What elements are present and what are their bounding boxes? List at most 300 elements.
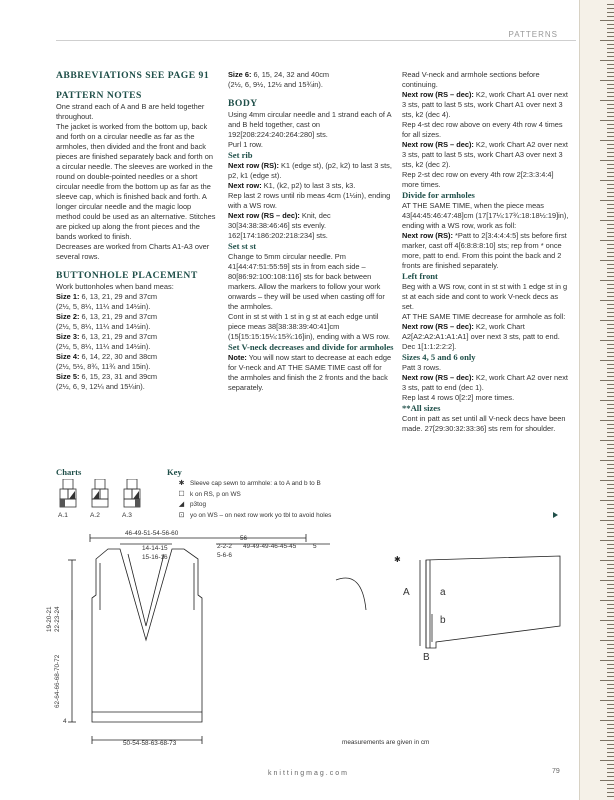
ruler-tick [607,316,614,317]
ruler-tick [600,780,614,781]
instruction: Note: You will now start to decrease at each edge for V-neck and AT THE SAME TIME cast off for the armholes and finish the 2 fronts and the back separately. [228,353,392,392]
instruction: Next row (RS – dec): Knit, dec 30[34:38:38:46:46] sts evenly. 162[174:186:202:218:234] sts. [228,211,331,240]
ruler-tick [607,552,614,553]
ruler-tick [607,148,614,149]
ruler-tick [607,336,614,337]
ruler-tick [607,28,614,29]
ruler-tick [607,648,614,649]
ruler-tick [607,212,614,213]
stst-heading: Set st st [228,241,257,251]
ruler-tick [607,676,614,677]
instruction: Next row (RS): *Patt to 2[3:4:4:4:5] sts before first marker, cast off 4[6:8:8:8:10] sts; rep from * once more, patt to end. From this point the back and 2 fronts are finished separately. [402,231,567,270]
ruler-strip [579,0,614,800]
ruler-tick [607,728,614,729]
ruler-tick [600,160,614,161]
chart-a1 [60,479,76,507]
setrib-heading: Set rib [228,150,253,160]
ruler-tick [607,684,614,685]
ruler-tick [607,568,614,569]
ruler-tick [607,472,614,473]
ruler-tick [607,332,614,333]
ruler-tick [607,596,614,597]
ruler-tick [600,500,614,501]
ruler-tick [607,8,614,9]
ruler-tick [607,296,614,297]
section-label: PATTERNS [508,30,558,39]
ruler-tick [607,744,614,745]
ruler-tick [607,356,614,357]
armhole-line [100,563,194,610]
ruler-tick [600,760,614,761]
chart-a3 [124,479,140,507]
continue-arrow-icon [553,512,558,518]
ruler-tick [607,424,614,425]
ruler-tick [600,240,614,241]
key-text: yo on WS – on next row work yo tbl to avoid holes [190,511,332,519]
ruler-tick [607,392,614,393]
ruler-tick [600,740,614,741]
ruler-tick [607,36,614,37]
ruler-tick [607,48,614,49]
ruler-tick [607,488,614,489]
instruction: Change to 5mm circular needle. Pm 41[44:47:51:55:59] sts in from each side – 80[86:92:100:108:116] sts for back between markers. Allow the markers to follow your work onwards – they will be used when casting off for the armholes. [228,252,385,311]
dim-body-length: 62-64-66-68-70-72 [54,654,61,708]
ruler-tick [607,548,614,549]
ruler-tick [600,520,614,521]
ruler-tick [607,44,614,45]
ruler-tick [607,492,614,493]
column-1 [56,70,216,392]
ruler-tick [607,276,614,277]
ruler-tick [607,616,614,617]
ruler-tick [607,204,614,205]
instruction: AT THE SAME TIME decrease for armhole as foll: [402,312,566,321]
ruler-tick [600,40,614,41]
ruler-tick [600,480,614,481]
ruler-tick [607,724,614,725]
all-sizes-heading: **All sizes [402,403,441,413]
ruler-tick [600,280,614,281]
key-label: Key [167,467,182,477]
instruction: Rep last 2 rows until rib meas 4cm (1½in), ending with a WS row. [228,191,391,210]
schematic-diagram [0,530,580,765]
ruler-tick [607,436,614,437]
ruler-tick [607,532,614,533]
ruler-tick [607,592,614,593]
ruler-tick [607,12,614,13]
ruler-tick [607,224,614,225]
key-list [176,479,331,521]
instruction: Next row (RS – dec): K2, work Chart A2 over next 3 sts, patt to end (dec 1). [402,373,568,392]
key-item [176,479,331,490]
ruler-tick [607,748,614,749]
ruler-tick [607,756,614,757]
ruler-tick [607,704,614,705]
ruler-tick [607,696,614,697]
ruler-tick [607,168,614,169]
dim-56: 56 [240,535,248,542]
label-b: b [440,615,446,626]
dim-armhole-depth-2: 22-23-24 [54,606,61,632]
ruler-tick [607,272,614,273]
size-line: Size 4: 6, 14, 22, 30 and 38cm [56,352,158,361]
ruler-tick [607,192,614,193]
body-outline [92,549,202,722]
ruler-tick [607,144,614,145]
size-sub: (2½, 5, 8¼, 11¼ and 14½in). [56,322,151,331]
ruler-tick [607,476,614,477]
instruction: Beg with a WS row, cont in st st with 1 edge st in g st at each side and cont to work V-neck decs as set. [402,282,568,311]
ruler-tick [600,300,614,301]
ruler-tick [600,200,614,201]
size-sub: (2½, 5, 8¼, 11¼ and 14½in). [56,342,151,351]
ruler-tick [607,256,614,257]
ruler-tick [607,172,614,173]
ruler-tick [607,448,614,449]
ruler-tick [607,348,614,349]
ruler-tick [607,796,614,797]
ruler-tick [607,652,614,653]
abbreviations-heading: ABBREVIATIONS SEE PAGE 91 [56,70,210,81]
ruler-tick [607,56,614,57]
sleeve-cap-arc [336,578,366,610]
ruler-tick [600,560,614,561]
key-text: k on RS, p on WS [190,490,241,498]
ruler-tick [607,688,614,689]
notes-paragraph: Decreases are worked from Charts A1-A3 over several rows. [56,242,210,261]
key-symbol-icon: ⊡ [178,511,185,519]
ruler-tick [607,528,614,529]
page-number: 79 [552,768,560,775]
instruction: Rep 2-st dec row on every 4th row 2[2:3:3:4:4] more times. [402,170,554,189]
ruler-tick [607,452,614,453]
ruler-tick [607,304,614,305]
ruler-tick [607,524,614,525]
instruction: Rep last 4 rows 0[2:2] more times. [402,393,515,402]
ruler-tick [607,52,614,53]
ruler-tick [607,308,614,309]
body-heading: BODY [228,98,258,109]
ruler-tick [607,136,614,137]
ruler-tick [607,496,614,497]
ruler-tick [600,60,614,61]
ruler-tick [607,632,614,633]
svg-text:✱: ✱ [394,555,401,564]
notes-paragraph: The jacket is worked from the bottom up, back and forth on a circular needle as far as the armholes, then divided and the front and back pieces are finished separately back and forth on a circular needle. The sleeves are worked in the round on double-pointed needles or a short circular needle from the bottom up as far as the sleeve cap, which is finished back and forth. A longer circular needle and the magic loop method could be used as an alternative. Stitches are picked up along the front pieces and the bands worked to finish. [56,122,216,241]
ruler-tick [607,792,614,793]
ruler-tick [600,260,614,261]
key-item [176,511,331,522]
ruler-tick [607,156,614,157]
dim-neck-2: 15-16-16 [142,554,168,561]
ruler-tick [607,584,614,585]
buttonhole-intro: Work buttonholes when band meas: [56,282,174,291]
ruler-tick [607,236,614,237]
instruction: Rep 4-st dec row above on every 4th row 4 times for all sizes. [402,120,563,139]
dim-sleeve-length: 49-49-49-46-45-45 [243,543,297,550]
dim-cuff: 2-2-2 [217,543,232,550]
ruler-tick [607,196,614,197]
chart-name-a1: A.1 [58,512,68,519]
column-2 [228,70,394,393]
ruler-tick [607,124,614,125]
ruler-tick [607,24,614,25]
vneck-heading: Set V-neck decreases and divide for armholes [228,342,394,352]
ruler-tick [600,80,614,81]
notes-paragraph: One strand each of A and B are held together throughout. [56,102,205,121]
ruler-tick [600,340,614,341]
instruction: AT THE SAME TIME, when the piece meas 43[44:45:46:47:48]cm (17[17¼:17¾:18:18½:19]in), ending with a WS row, work as foll: [402,201,569,230]
size-sub: (2½, 6, 9½, 12½ and 15¾in). [228,80,323,89]
ruler-tick [607,516,614,517]
ruler-tick [607,768,614,769]
instruction: Next row: K1, (k2, p2) to last 3 sts, k3. [228,181,356,190]
ruler-tick [607,188,614,189]
body-paragraph: Using 4mm circular needle and 1 strand each of A and B held together, cast on 192[208:224:240:264:280] sts. [228,110,392,139]
ruler-tick [607,96,614,97]
header-rule [56,40,576,41]
ruler-tick [600,720,614,721]
ruler-tick [607,536,614,537]
size-sub: (2½, 6, 9, 12¼ and 15¼in). [56,382,145,391]
ruler-tick [607,612,614,613]
ruler-tick [607,672,614,673]
ruler-tick [607,264,614,265]
ruler-tick [600,700,614,701]
ruler-tick [607,352,614,353]
ruler-tick [607,284,614,285]
ruler-tick [607,92,614,93]
ruler-tick [607,656,614,657]
ruler-tick [607,328,614,329]
ruler-tick [607,184,614,185]
ruler-tick [607,408,614,409]
ruler-tick [607,388,614,389]
ruler-tick [607,64,614,65]
ruler-tick [607,736,614,737]
ruler-tick [607,624,614,625]
instruction: Next row (RS – dec): K2, work Chart A1 over next 3 sts, patt to last 5 sts, work Chart A1 over next 3 sts, k2 (dec 4). [402,90,568,119]
ruler-tick [600,580,614,581]
ruler-tick [607,636,614,637]
instruction: Next row (RS – dec): K2, work Chart A2[A2:A2:A1:A1:A1] over next 3 sts, patt to end. Dec 1[1:1:2:2:2]. [402,322,560,351]
ruler-tick [600,320,614,321]
ruler-tick [607,244,614,245]
ruler-tick [607,116,614,117]
ruler-tick [607,68,614,69]
ruler-tick [607,364,614,365]
ruler-tick [607,372,614,373]
ruler-tick [607,76,614,77]
instruction: Cont in patt as set until all V-neck decs have been made. 27[29:30:32:33:36] sts rem for shoulder. [402,414,566,433]
ruler-tick [600,120,614,121]
ruler-tick [600,220,614,221]
dim-5: 5 [313,543,317,550]
dim-rib: 4 [63,718,67,725]
ruler-tick [607,32,614,33]
size-key: Size 6: [228,70,252,79]
key-text: Sleeve cap sewn to armhole: a to A and b to B [190,480,321,487]
key-symbol-icon: ◢ [178,501,185,508]
ruler-tick [607,484,614,485]
ruler-tick [607,416,614,417]
ruler-tick [607,664,614,665]
label-a: a [440,587,446,598]
ruler-tick [600,460,614,461]
ruler-tick [600,420,614,421]
ruler-tick [607,644,614,645]
size-line: Size 1: 6, 13, 21, 29 and 37cm [56,292,158,301]
ruler-tick [607,432,614,433]
ruler-tick [607,112,614,113]
chart-a2 [92,479,108,507]
dim-cap: 5-6-6 [217,552,232,559]
ruler-tick [600,20,614,21]
ruler-tick [607,164,614,165]
chart-name-a3: A.3 [122,512,132,519]
size-line [228,70,394,80]
ruler-tick [607,72,614,73]
ruler-tick [607,104,614,105]
size-line: Size 5: 6, 15, 23, 31 and 39cm [56,372,158,381]
ruler-tick [607,216,614,217]
ruler-tick [600,100,614,101]
ruler-tick [607,764,614,765]
ruler-tick [607,368,614,369]
ruler-tick [600,180,614,181]
ruler-tick [607,708,614,709]
key-item [176,500,331,511]
ruler-tick [607,16,614,17]
ruler-tick [607,628,614,629]
charts-label: Charts [56,467,82,477]
instruction: Cont in st st with 1 st in g st at each edge until piece meas 38[38:38:39:40:41]cm (15[15:15:15¼:15¾:16]in), ending with a WS row. [228,312,390,341]
ruler-tick [607,132,614,133]
ruler-tick [607,508,614,509]
buttonhole-heading: BUTTONHOLE PLACEMENT [56,270,198,281]
ruler-tick [607,464,614,465]
ruler-tick [607,128,614,129]
instruction: Patt 3 rows. [402,363,442,372]
ruler-tick [600,540,614,541]
ruler-tick [607,396,614,397]
pattern-notes-heading: PATTERN NOTES [56,90,142,101]
key-symbol-icon: ✱ [178,480,185,487]
instruction: Next row (RS): K1 (edge st), (p2, k2) to last 3 sts, p2, k1 (edge st). [228,161,392,180]
ruler-tick [607,776,614,777]
ruler-tick [607,716,614,717]
left-front-heading: Left front [402,271,438,281]
dim-neck: 14-14-15 [142,545,168,552]
ruler-tick [607,504,614,505]
dim-bottom-width: 50-54-58-63-68-73 [123,740,177,747]
ruler-tick [607,668,614,669]
ruler-tick [607,88,614,89]
ruler-tick [607,312,614,313]
ruler-tick [607,176,614,177]
ruler-tick [607,232,614,233]
ruler-tick [600,660,614,661]
purl-line: Purl 1 row. [228,140,263,149]
ruler-tick [607,404,614,405]
size-value: 6, 15, 24, 32 and 40cm [251,70,330,79]
ruler-tick [607,512,614,513]
ruler-tick [600,360,614,361]
ruler-tick [607,228,614,229]
ruler-tick [607,444,614,445]
ruler-tick [607,208,614,209]
ruler-tick [607,456,614,457]
ruler-tick [607,4,614,5]
ruler-tick [607,604,614,605]
ruler-tick [607,772,614,773]
size-sub: (2½, 5, 8¼, 11¼ and 14½in). [56,302,151,311]
ruler-tick [607,576,614,577]
ruler-tick [607,468,614,469]
ruler-tick [607,588,614,589]
ruler-tick [607,324,614,325]
ruler-tick [607,248,614,249]
ruler-tick [607,544,614,545]
chart-grids [56,479,146,511]
ruler-tick [607,692,614,693]
size-sub: (2½, 5½, 8¾, 11¾ and 15in). [56,362,151,371]
ruler-tick [600,600,614,601]
key-text: p3tog [190,501,206,508]
ruler-tick [600,140,614,141]
ruler-tick [607,784,614,785]
ruler-tick [607,384,614,385]
ruler-tick [607,376,614,377]
ruler-tick [607,564,614,565]
sizes-456-heading: Sizes 4, 5 and 6 only [402,352,476,362]
ruler-tick [600,380,614,381]
ruler-tick [607,268,614,269]
ruler-tick [607,252,614,253]
label-A: A [403,587,410,598]
label-B: B [423,652,430,663]
ruler-tick [607,556,614,557]
ruler-tick [607,428,614,429]
chart-name-a2: A.2 [90,512,100,519]
size-line: Size 3: 6, 13, 21, 29 and 37cm [56,332,158,341]
key-symbol-icon: ☐ [178,490,185,498]
key-item [176,490,331,501]
size-list [56,292,216,392]
size-line: Size 2: 6, 13, 21, 29 and 37cm [56,312,158,321]
ruler-tick [607,344,614,345]
ruler-tick [600,640,614,641]
footer-url: knittingmag.com [268,770,349,777]
instruction: Read V-neck and armhole sections before continuing. [402,70,540,89]
ruler-tick [600,620,614,621]
ruler-tick [600,680,614,681]
dim-top-width: 46-49-51-54-56-60 [125,530,179,537]
ruler-tick [607,84,614,85]
sleeve-outline [426,556,560,648]
ruler-tick [607,412,614,413]
ruler-tick [607,788,614,789]
ruler-tick [600,400,614,401]
ruler-tick [607,712,614,713]
measurement-note: measurements are given in cm [342,739,430,746]
ruler-tick [607,108,614,109]
dim-armhole-depth: 19-20-21 [46,606,53,632]
ruler-tick [607,292,614,293]
instruction: Next row (RS – dec): K2, work Chart A2 over next 3 sts, patt to last 5 sts, work Chart A3 over next 3 sts, k2 (dec 2). [402,140,568,169]
divide-heading: Divide for armholes [402,190,475,200]
ruler-tick [607,608,614,609]
